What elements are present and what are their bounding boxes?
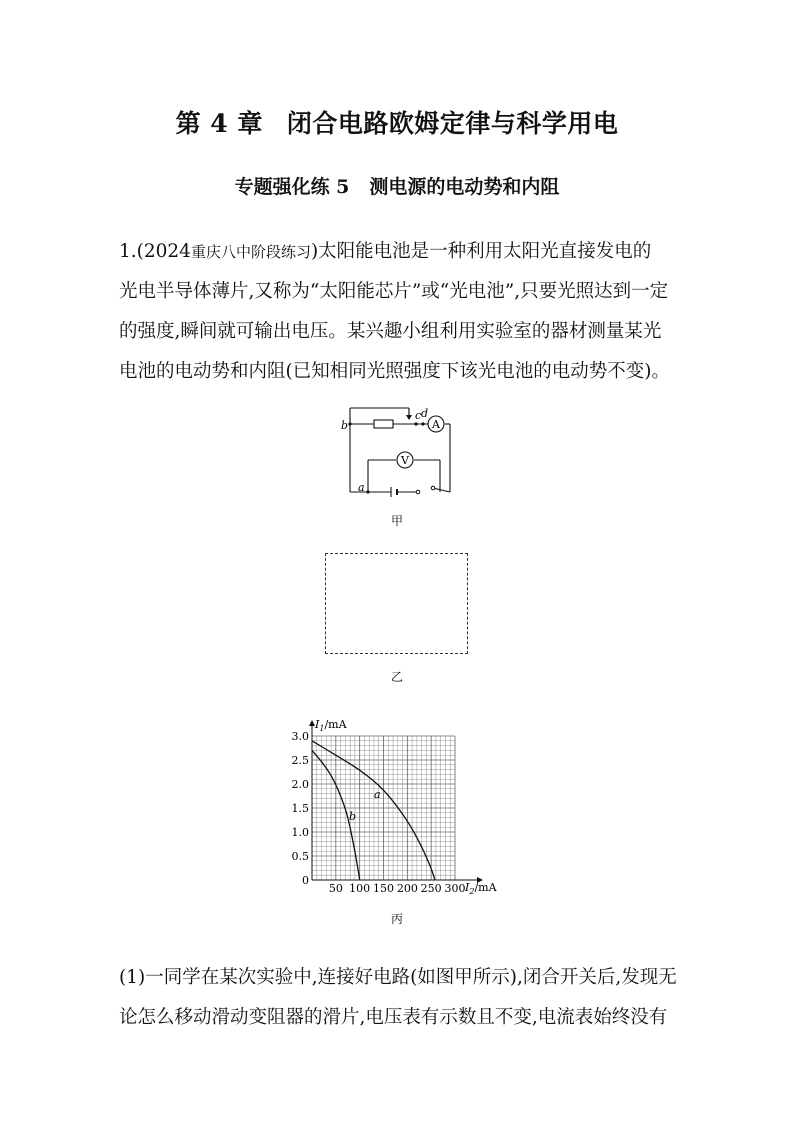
- question-number: 1.(2024: [119, 241, 191, 262]
- node-a-label: a: [358, 481, 365, 494]
- chapter-title: [0, 104, 794, 140]
- x-tick-label: 250: [420, 882, 442, 895]
- y-tick-label: 3.0: [291, 730, 309, 743]
- y-tick-labels: [292, 730, 310, 887]
- section-prefix: 专题强化练 5: [234, 176, 350, 198]
- x-tick-label: 200: [396, 882, 418, 895]
- node-b-label: b: [341, 419, 349, 432]
- curve-a-label: a: [374, 788, 381, 801]
- figure-yi-caption: 乙: [390, 670, 403, 684]
- curve-b-label: b: [349, 810, 357, 823]
- graph-axes: [309, 720, 483, 883]
- chapter-prefix: 第 4 章: [175, 109, 263, 138]
- graph-curves: [312, 741, 435, 880]
- question-1-intro: [119, 232, 679, 392]
- y-tick-label: 0: [302, 874, 309, 887]
- x-axis-label: $I_2/mA$: [465, 881, 497, 896]
- figure-bing-caption: 丙: [390, 912, 403, 926]
- y-tick-label: 2.0: [291, 778, 309, 791]
- chapter-name: 闭合电路欧姆定律与科学用电: [286, 109, 619, 138]
- x-tick-label: 50: [328, 882, 343, 895]
- question-1-line-3: 的强度,瞬间就可输出电压。某兴趣小组利用实验室的器材测量某光: [119, 321, 662, 342]
- graph-grid: [312, 736, 455, 880]
- part-1-line-1: (1)一同学在某次实验中,连接好电路(如图甲所示),闭合开关后,发现无: [119, 967, 677, 988]
- y-tick-label: 2.5: [291, 754, 309, 767]
- voltmeter-label: V: [401, 454, 409, 467]
- question-1-line-1: 1.(2024重庆八中阶段练习)太阳能电池是一种利用太阳光直接发电的: [119, 241, 652, 262]
- question-1-line-4: 电池的电动势和内阻(已知相同光照强度下该光电池的电动势不变)。: [119, 361, 670, 382]
- y-tick-label: 0.5: [291, 850, 309, 863]
- x-tick-labels: [329, 882, 466, 895]
- node-d-label: d: [421, 407, 429, 420]
- question-1-line-2: 光电半导体薄片,又称为“太阳能芯片”或“光电池”,只要光照达到一定: [119, 281, 669, 302]
- x-tick-label: 100: [349, 882, 371, 895]
- part-1-line-2: 论怎么移动滑动变阻器的滑片,电压表有示数且不变,电流表始终没有: [119, 1007, 668, 1028]
- i1-i2-graph: [285, 712, 525, 902]
- curve-a: [312, 741, 435, 880]
- section-title: [0, 172, 794, 199]
- question-source: 重庆八中阶段练习: [190, 243, 311, 261]
- ammeter-label: A: [432, 418, 440, 431]
- x-tick-label: 300: [444, 882, 466, 895]
- answer-sketch-box: [325, 553, 468, 654]
- y-axis-label: $I_1/mA$: [315, 718, 347, 733]
- circuit-diagram: [330, 402, 470, 502]
- node-c-label: c: [415, 409, 422, 422]
- y-tick-label: 1.0: [291, 826, 309, 839]
- section-name: 测电源的电动势和内阻: [369, 176, 560, 198]
- question-1-part-1: [119, 958, 679, 1038]
- figure-jia-caption: 甲: [390, 514, 403, 528]
- y-tick-label: 1.5: [291, 802, 309, 815]
- x-tick-label: 150: [373, 882, 394, 895]
